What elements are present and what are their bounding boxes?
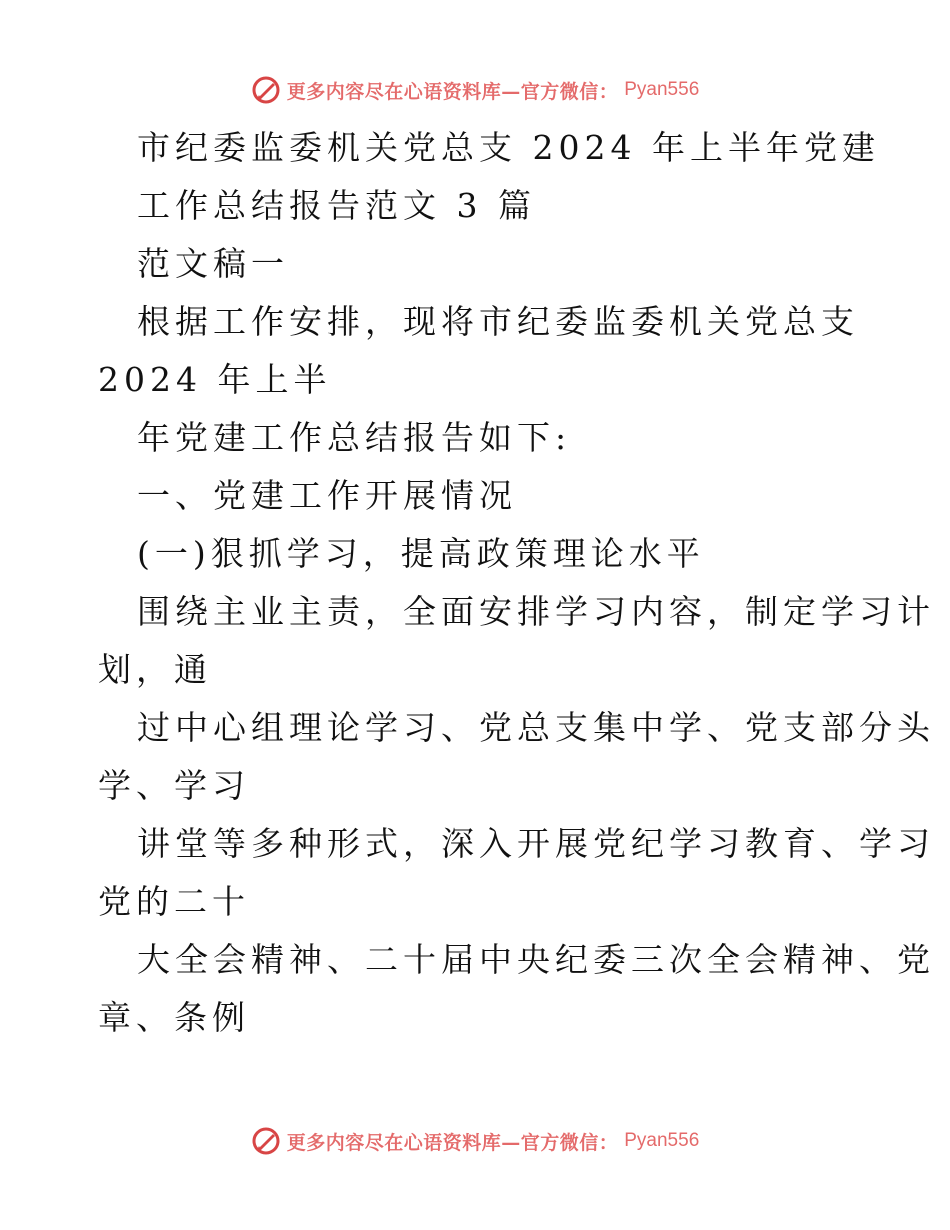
watermark-wechat-id: Pyan556 — [624, 1130, 700, 1151]
paragraph-line: 根据工作安排，现将市纪委监委机关党总支 — [137, 302, 859, 341]
subsection-heading: (一)狠抓学习，提高政策理论水平 — [137, 534, 705, 573]
quill-logo-icon — [251, 1126, 281, 1156]
paragraph-line: 大全会精神、二十届中央纪委三次全会精神、党 — [137, 940, 935, 979]
watermark-text: 更多内容尽在心语资料库—官方微信： — [286, 1131, 619, 1154]
quill-logo-icon — [251, 75, 281, 105]
doc-subtitle: 范文稿一 — [137, 244, 289, 283]
paragraph-line: 讲堂等多种形式，深入开展党纪学习教育、学习 — [137, 824, 935, 863]
footer-watermark — [0, 1121, 950, 1161]
doc-title-line-2: 工作总结报告范文 3 篇 — [137, 186, 536, 225]
watermark-wechat-id: Pyan556 — [624, 79, 700, 100]
paragraph-line: 2024 年上半 — [98, 360, 332, 399]
paragraph-line: 党的二十 — [98, 882, 250, 921]
paragraph-line: 年党建工作总结报告如下: — [137, 418, 572, 457]
doc-title-line-1: 市纪委监委机关党总支 2024 年上半年党建 — [137, 128, 880, 167]
section-heading: 一、党建工作开展情况 — [137, 476, 517, 515]
watermark-text: 更多内容尽在心语资料库—官方微信： — [286, 80, 619, 103]
paragraph-line: 章、条例 — [98, 998, 250, 1037]
paragraph-line: 过中心组理论学习、党总支集中学、党支部分头 — [137, 708, 935, 747]
paragraph-line: 划，通 — [98, 650, 212, 689]
header-watermark — [0, 70, 950, 110]
paragraph-line: 围绕主业主责，全面安排学习内容，制定学习计 — [137, 592, 935, 631]
paragraph-line: 学、学习 — [98, 766, 250, 805]
